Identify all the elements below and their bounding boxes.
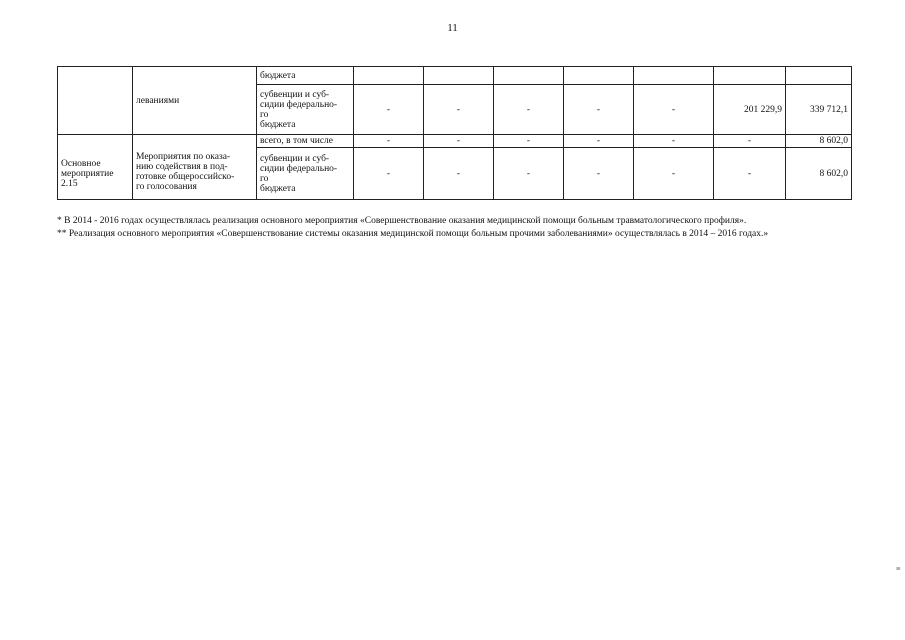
value-cell: - — [494, 85, 564, 135]
value-cell: - — [714, 148, 786, 200]
measure-title-cell: леваниями — [133, 67, 257, 135]
page-number: 11 — [447, 22, 458, 34]
value-cell: 339 712,1 — [786, 85, 852, 135]
value-cell: - — [424, 148, 494, 200]
value-cell: - — [564, 148, 634, 200]
footnote-1: * В 2014 - 2016 годах осуществлялась реализация основного мероприятия «Совершенствование оказания медицинской помощи больным травматологического профиля». — [57, 216, 747, 226]
value-cell: - — [714, 135, 786, 148]
value-cell: - — [634, 148, 714, 200]
margin-mark: ≡ — [896, 564, 901, 573]
value-cell: - — [634, 135, 714, 148]
funding-source-cell: субвенции и суб- сидии федерально- го бюджета — [257, 148, 354, 200]
value-cell — [494, 67, 564, 85]
value-cell: - — [424, 85, 494, 135]
measure-cell — [58, 67, 133, 135]
measure-title-cell: Мероприятия по оказа- нию содействия в под- готовке общероссийско- го голосования — [133, 135, 257, 200]
footnote-2: ** Реализация основного мероприятия «Совершенствование системы оказания медицинской помощи больным прочими заболеваниями» осуществлялась в 2014 – 2016 годах.» — [57, 229, 769, 239]
value-cell: 8 602,0 — [786, 148, 852, 200]
table-row — [58, 135, 852, 148]
value-cell — [786, 67, 852, 85]
budget-table — [57, 66, 852, 200]
value-cell: - — [494, 148, 564, 200]
value-cell: - — [634, 85, 714, 135]
value-cell — [634, 67, 714, 85]
value-cell — [424, 67, 494, 85]
value-cell: - — [564, 85, 634, 135]
table-row — [58, 67, 852, 85]
value-cell: - — [354, 135, 424, 148]
value-cell: - — [354, 148, 424, 200]
value-cell — [354, 67, 424, 85]
measure-cell: Основное мероприятие 2.15 — [58, 135, 133, 200]
value-cell: 8 602,0 — [786, 135, 852, 148]
value-cell: - — [424, 135, 494, 148]
value-cell: - — [354, 85, 424, 135]
value-cell — [564, 67, 634, 85]
funding-source-cell: бюджета — [257, 67, 354, 85]
funding-source-cell: всего, в том числе — [257, 135, 354, 148]
footnotes — [57, 215, 851, 241]
funding-source-cell: субвенции и суб- сидии федерально- го бюджета — [257, 85, 354, 135]
value-cell: - — [564, 135, 634, 148]
value-cell: - — [494, 135, 564, 148]
value-cell — [714, 67, 786, 85]
value-cell: 201 229,9 — [714, 85, 786, 135]
